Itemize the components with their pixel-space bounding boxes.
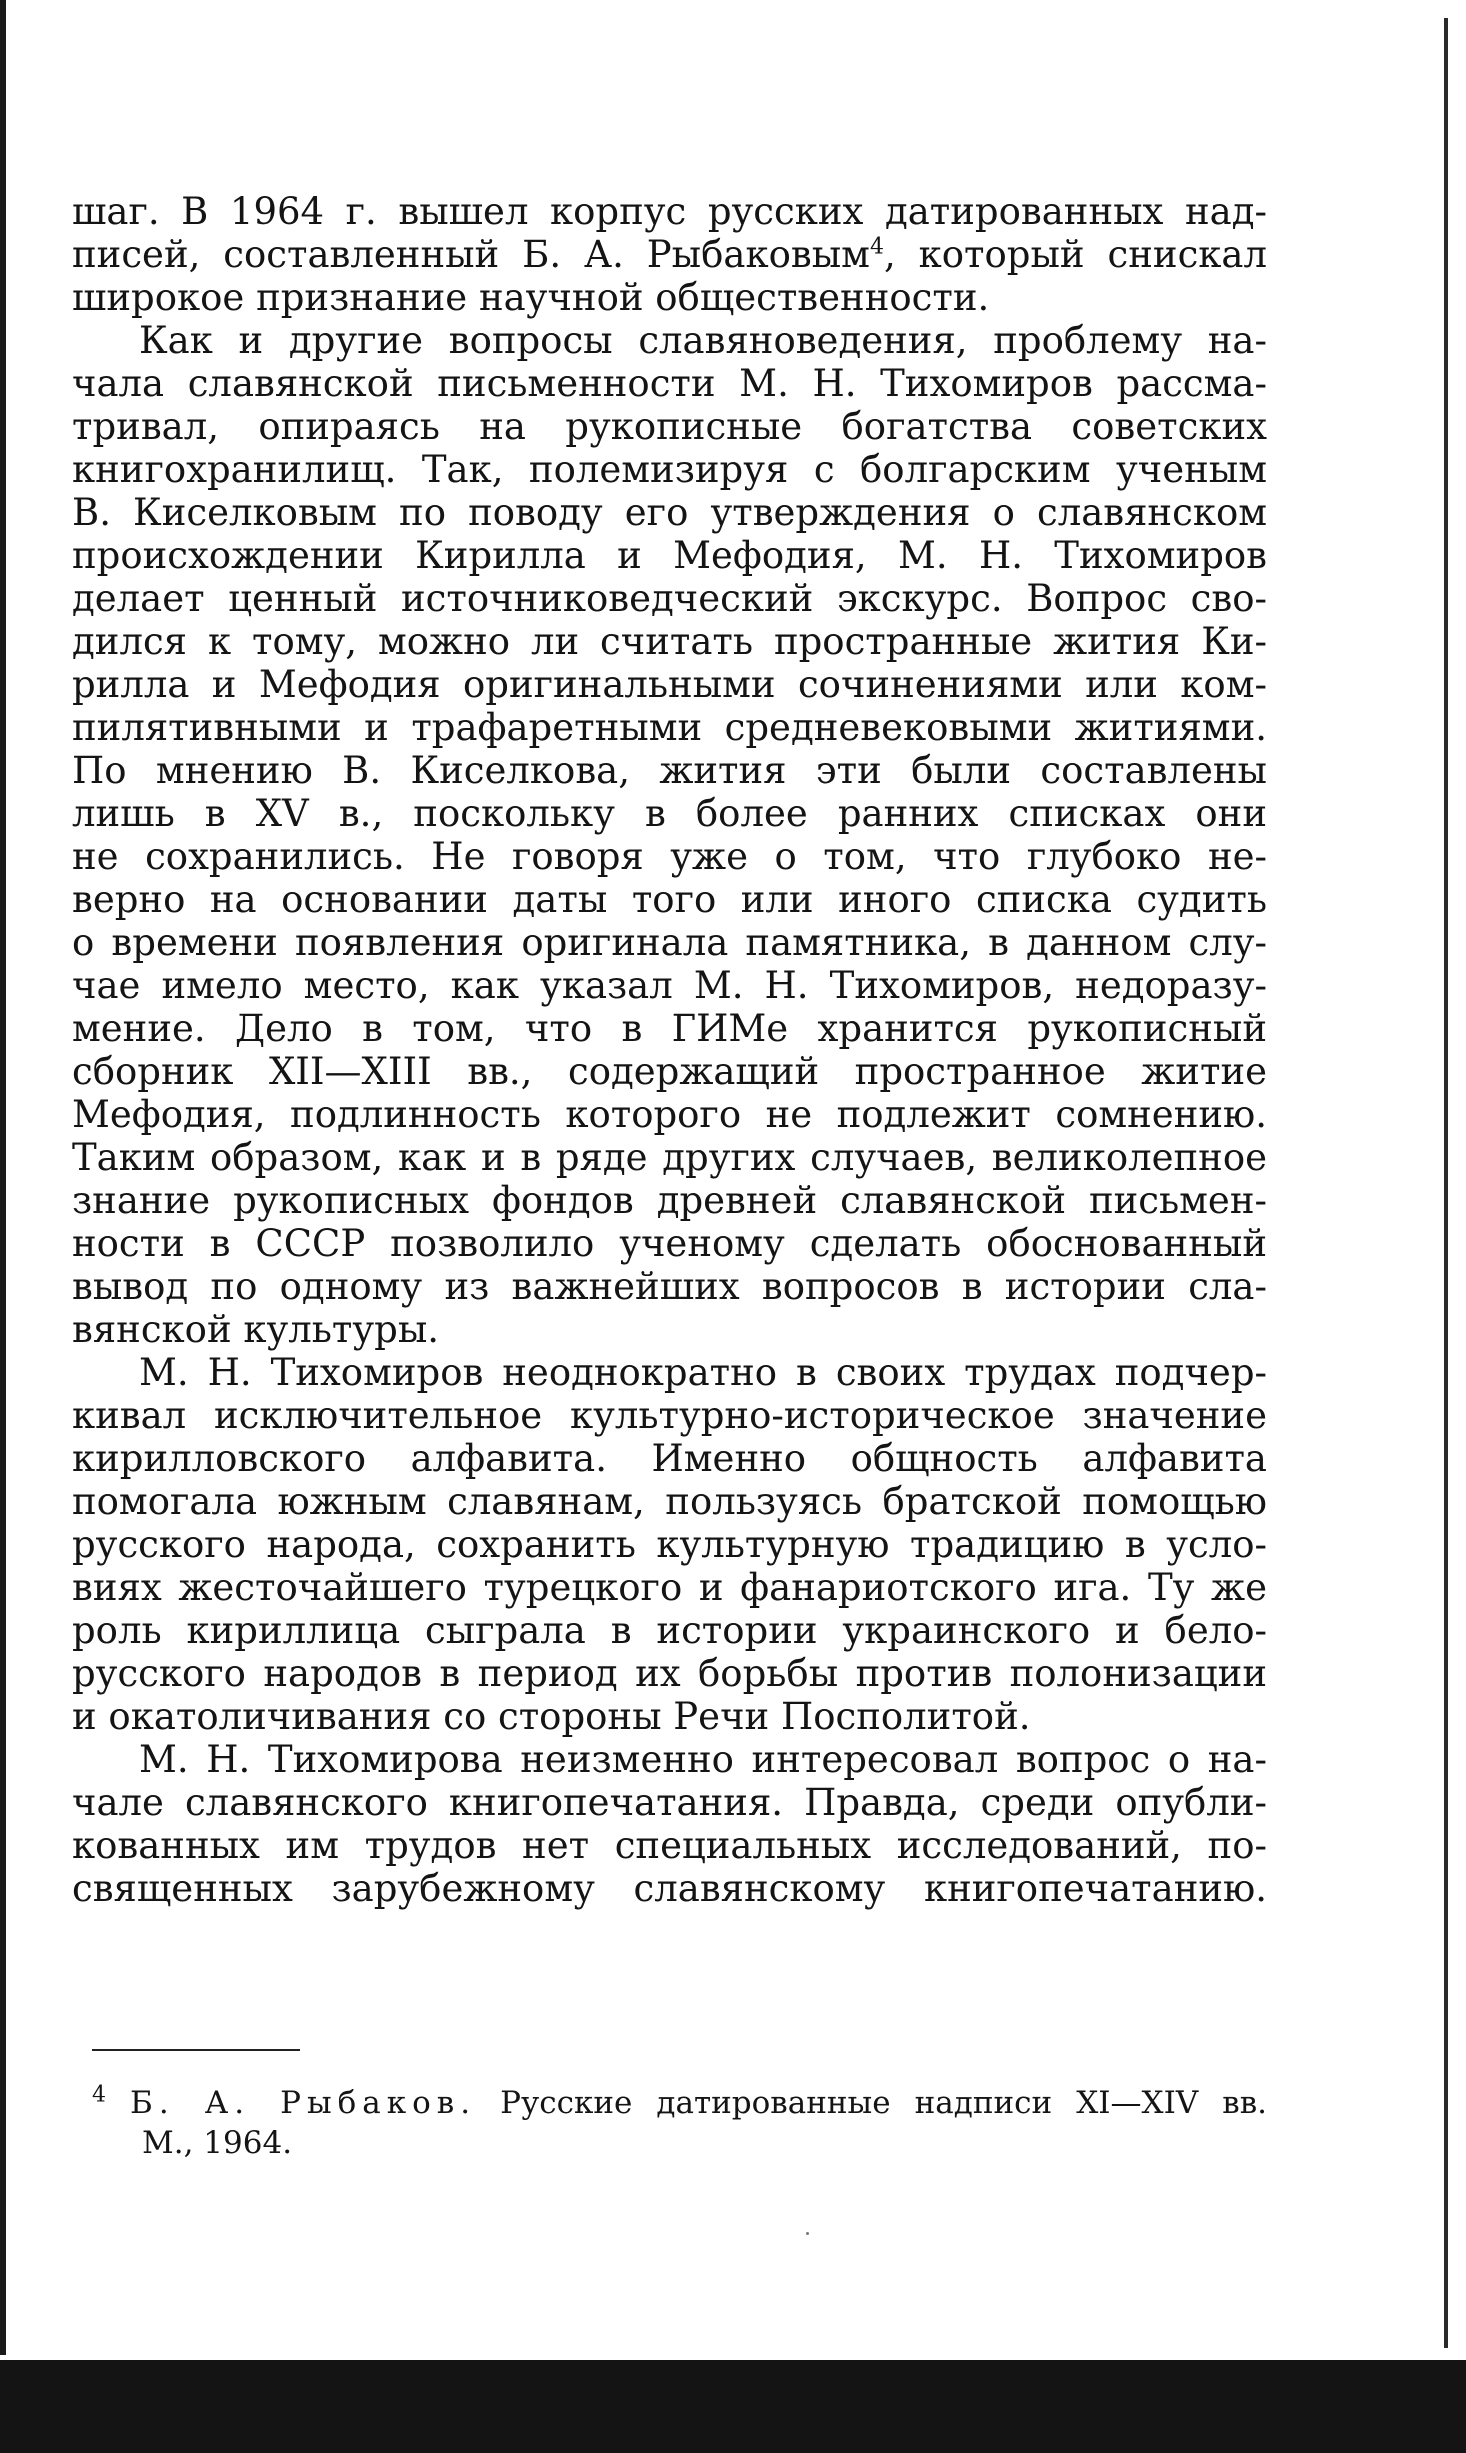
text-line: виях жесточайшего турецкого и фанариотского ига. Ту же: [72, 1566, 1267, 1609]
footnote-line: М., 1964.: [142, 2125, 293, 2161]
body-text: [72, 190, 1267, 1910]
footnote-line: [92, 2083, 1267, 2123]
paragraph-3: [72, 1351, 1267, 1738]
text-line: и окатоличивания со стороны Речи Посполитой.: [72, 1695, 1031, 1738]
text-line: роль кириллица сыграла в истории украинского и бело-: [72, 1609, 1267, 1652]
text-line: [72, 233, 1267, 276]
text-line: ности в СССР позволило ученому сделать обоснованный: [72, 1222, 1267, 1265]
text-line: сборник XII—XIII вв., содержащий пространное житие: [72, 1050, 1267, 1093]
footnote-title: Русские датированные надписи XI—XIV вв.: [500, 2085, 1267, 2121]
text-line: Мефодия, подлинность которого не подлежит сомнению.: [72, 1093, 1267, 1136]
text-line: не сохранились. Не говоря уже о том, что глубоко не-: [72, 835, 1267, 878]
text-fragment: , который снискал: [883, 233, 1267, 276]
text-line: лишь в XV в., поскольку в более ранних списках они: [72, 792, 1267, 835]
text-line: пилятивными и трафаретными средневековыми житиями.: [72, 706, 1267, 749]
paragraph-4: [72, 1738, 1267, 1910]
text-line: делает ценный источниковедческий экскурс. Вопрос сво-: [72, 577, 1267, 620]
scan-edge-bottom: [0, 2360, 1466, 2453]
text-line: Таким образом, как и в ряде других случаев, великолепное: [72, 1136, 1267, 1179]
text-line: вывод по одному из важнейших вопросов в истории сла-: [72, 1265, 1267, 1308]
text-line: русского народов в период их борьбы против полонизации: [72, 1652, 1267, 1695]
text-line: верно на основании даты того или иного списка судить: [72, 878, 1267, 921]
text-fragment: писей, составленный Б. А. Рыбаковым: [72, 233, 870, 276]
text-line: чале славянского книгопечатания. Правда, среди опубли-: [72, 1781, 1267, 1824]
text-line: кивал исключительное культурно-историческое значение: [72, 1394, 1267, 1437]
text-line: дился к тому, можно ли считать пространные жития Ки-: [72, 620, 1267, 663]
text-line: знание рукописных фондов древней славянской письмен-: [72, 1179, 1267, 1222]
text-line: чае имело место, как указал М. Н. Тихомиров, недоразу-: [72, 964, 1267, 1007]
scan-edge-left: [0, 0, 6, 2355]
text-line: кирилловского алфавита. Именно общность алфавита: [72, 1437, 1267, 1480]
text-line: По мнению В. Киселкова, жития эти были составлены: [72, 749, 1267, 792]
text-line: шаг. В 1964 г. вышел корпус русских датированных над-: [72, 190, 1267, 233]
scan-speck: [806, 2232, 809, 2235]
text-line: Как и другие вопросы славяноведения, проблему на-: [139, 319, 1267, 362]
text-line: кованных им трудов нет специальных исследований, по-: [72, 1824, 1267, 1867]
text-line: мение. Дело в том, что в ГИМе хранится рукописный: [72, 1007, 1267, 1050]
footnote-marker: 4: [92, 2083, 106, 2108]
text-line: рилла и Мефодия оригинальными сочинениями или ком-: [72, 663, 1267, 706]
paragraph-2: [72, 319, 1267, 1351]
text-line: тривал, опираясь на рукописные богатства советских: [72, 405, 1267, 448]
footnote: [92, 2083, 1267, 2163]
text-line: происхождении Кирилла и Мефодия, М. Н. Тихомиров: [72, 534, 1267, 577]
text-line: о времени появления оригинала памятника, в данном слу-: [72, 921, 1267, 964]
text-line: священных зарубежному славянскому книгопечатанию.: [72, 1867, 1267, 1910]
footnote-author: Б. А. Рыбаков.: [130, 2085, 477, 2121]
text-line: книгохранилищ. Так, полемизируя с болгарским ученым: [72, 448, 1267, 491]
text-line: широкое признание научной общественности.: [72, 276, 990, 319]
text-line: помогала южным славянам, пользуясь братской помощью: [72, 1480, 1267, 1523]
text-line: русского народа, сохранить культурную традицию в усло-: [72, 1523, 1267, 1566]
text-line: вянской культуры.: [72, 1308, 440, 1351]
text-line: М. Н. Тихомирова неизменно интересовал вопрос о на-: [139, 1738, 1267, 1781]
footnote-reference: 4: [869, 234, 884, 260]
text-line: М. Н. Тихомиров неоднократно в своих трудах подчер-: [139, 1351, 1267, 1394]
footnote-separator: [92, 2049, 300, 2051]
scan-edge-right: [1444, 18, 1448, 2348]
text-line: В. Киселковым по поводу его утверждения о славянском: [72, 491, 1267, 534]
text-line: чала славянской письменности М. Н. Тихомиров рассма-: [72, 362, 1267, 405]
paragraph-1: [72, 190, 1267, 319]
